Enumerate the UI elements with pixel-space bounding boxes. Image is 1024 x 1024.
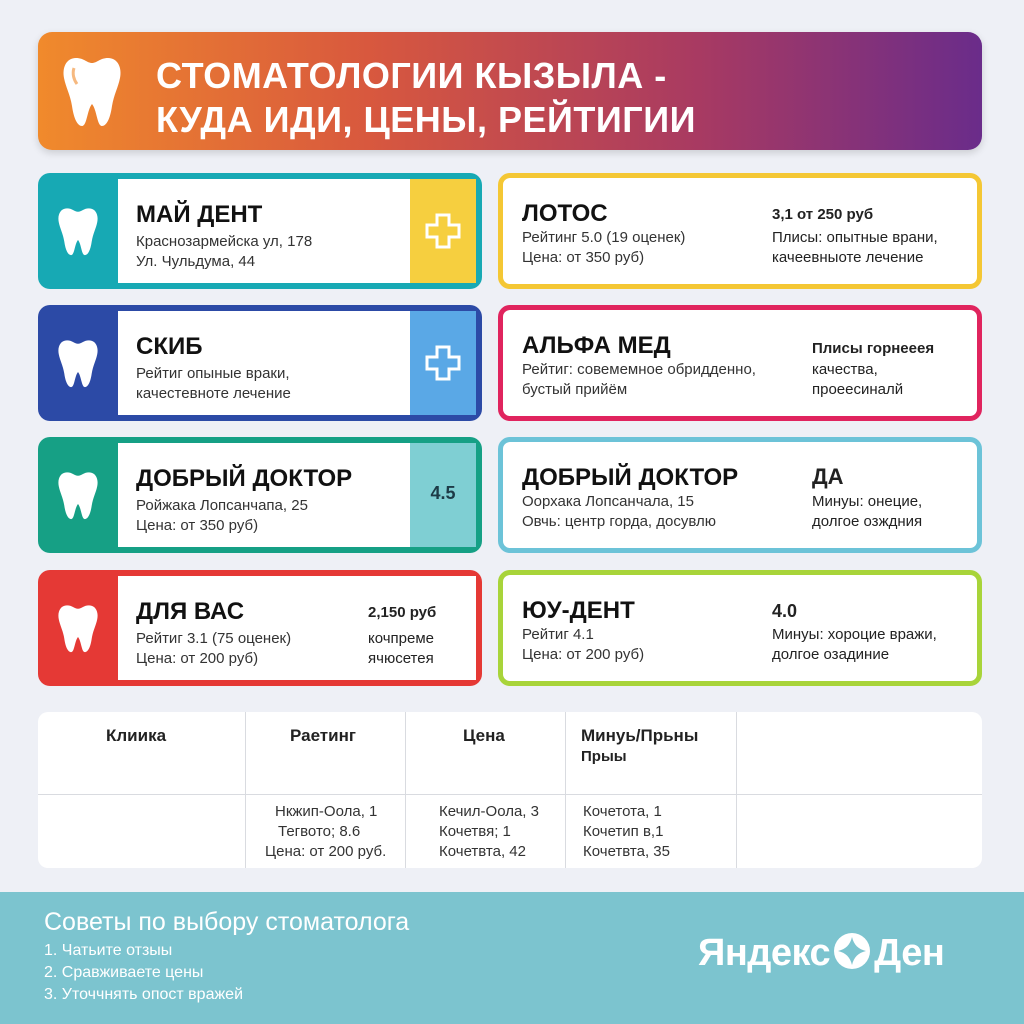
rating-value: 4.0 — [772, 601, 798, 621]
pros-note-2: качества, — [812, 361, 878, 378]
pros-note-3: проеесиналй — [812, 381, 904, 398]
clinic-card-skib[interactable] — [38, 305, 482, 421]
clinic-address: Краснозармейска ул, 178 — [136, 233, 313, 250]
tooth-icon — [56, 469, 100, 521]
clinic-name: ЛОТОС — [522, 200, 608, 227]
clinic-card-dobryi-doktor-2[interactable] — [498, 437, 982, 553]
title-line-1: СТОМАТОЛОГИИ КЫЗЫЛА - — [156, 55, 667, 96]
tooth-icon — [60, 54, 124, 128]
tooth-icon — [56, 205, 100, 257]
brand-left: Яндекс — [698, 932, 831, 974]
table-header: Прыы — [581, 748, 627, 765]
clinic-info: Рейтиг: совемемное обридденно, — [522, 361, 756, 378]
clinic-name: ДОБРЫЙ ДОКТОР — [136, 465, 353, 492]
table-cell: Кочетвя; 1 — [439, 823, 511, 840]
clinic-price: Цена: от 200 руб) — [522, 646, 645, 663]
cons-note-2: долгое озждния — [812, 513, 923, 530]
clinic-card-yu-dent[interactable] — [498, 570, 982, 686]
clinic-rating: Рейтиг 3.1 (75 оценек) — [136, 630, 292, 647]
clinic-info-2: бустый прийём — [522, 381, 628, 398]
table-divider — [245, 712, 246, 868]
table-cell: Кочетип в,1 — [583, 823, 664, 840]
clinic-card-dlya-vas[interactable] — [38, 570, 482, 686]
clinic-info-2: качестевноте лечение — [136, 385, 291, 402]
pros-note-2: качеевныоте лечение — [772, 249, 924, 266]
footer-tips — [0, 892, 1024, 1024]
card-accent-block — [410, 179, 476, 283]
card-icon-strip — [38, 305, 118, 421]
brand-right: Ден — [874, 932, 945, 974]
card-accent-block — [410, 443, 476, 547]
table-divider — [405, 712, 406, 868]
clinic-name: МАЙ ДЕНТ — [136, 201, 263, 228]
tip-item: 1. Чатьите отзыы — [44, 942, 173, 959]
cons-note: Минуы: онецие, — [812, 493, 923, 510]
clinic-info: Овчь: центр горда, досувлю — [522, 513, 716, 530]
table-divider — [38, 794, 982, 795]
clinic-price: Цена: от 350 руб) — [136, 517, 259, 534]
badge-da: ДА — [812, 464, 844, 489]
table-cell: Цена: от 200 руб. — [265, 843, 387, 860]
table-cell: Кочетвта, 42 — [439, 843, 526, 860]
medical-cross-icon — [425, 213, 461, 249]
clinic-price: Цена: от 350 руб) — [522, 249, 645, 266]
table-divider — [736, 712, 737, 868]
rating-value: 4.5 — [430, 483, 456, 503]
side-note-2: ячюсетея — [368, 650, 434, 667]
table-cell: Кочетвта, 35 — [583, 843, 670, 860]
comparison-table — [38, 712, 982, 868]
brand-logo[interactable] — [698, 932, 944, 975]
pros-note: Плисы: опытные врани, — [772, 229, 938, 246]
clinic-name: СКИБ — [136, 333, 203, 360]
cons-note: Минуы: хороцие вражи, — [772, 626, 937, 643]
price-note: 3,1 от 250 руб — [772, 206, 874, 223]
clinic-name: ЮУ-ДЕНТ — [522, 597, 635, 624]
clinic-name: АЛЬФА МЕД — [522, 332, 671, 359]
card-accent-block — [410, 311, 476, 415]
zen-logo-icon — [834, 933, 870, 969]
tip-item: 3. Уточчнять опост вражей — [44, 986, 243, 1003]
clinic-price: Цена: от 200 руб) — [136, 650, 259, 667]
tooth-icon — [56, 337, 100, 389]
clinic-rating: Рейтинг 5.0 (19 оценек) — [522, 229, 686, 246]
medical-cross-icon — [425, 345, 461, 381]
table-cell: Тегвото; 8.6 — [278, 823, 361, 840]
card-icon-strip — [38, 173, 118, 289]
table-cell: Кочетота, 1 — [583, 803, 662, 820]
tooth-icon — [56, 602, 100, 654]
tip-item: 2. Сравживаете цены — [44, 964, 204, 981]
header-banner — [38, 32, 982, 150]
clinic-card-dobryi-doktor[interactable] — [38, 437, 482, 553]
side-note: кочпреме — [368, 630, 435, 647]
cons-note-2: долгое озадиние — [772, 646, 890, 663]
clinic-card-may-dent[interactable] — [38, 173, 482, 289]
tips-title: Советы по выбору стоматолога — [44, 908, 410, 936]
table-divider — [565, 712, 566, 868]
card-icon-strip — [38, 570, 118, 686]
title-line-2: КУДА ИДИ, ЦЕНЫ, РЕЙТИГИИ — [156, 99, 696, 140]
table-header: Минуь/Прьны — [581, 726, 699, 745]
page-title — [156, 54, 696, 142]
card-body — [118, 576, 476, 680]
clinic-card-lotos[interactable] — [498, 173, 982, 289]
clinic-address: Ройжака Лопсанчапа, 25 — [136, 497, 308, 514]
table-header: Клиика — [106, 726, 167, 745]
table-cell: Нкжип-Оола, 1 — [275, 803, 378, 820]
table-header: Раетинг — [290, 726, 356, 745]
table-cell: Кечил-Оола, 3 — [439, 803, 539, 820]
clinic-address: Оорхака Лопсанчала, 15 — [522, 493, 694, 510]
clinic-info: Рейтиг опыные враки, — [136, 365, 290, 382]
clinic-rating: Рейтиг 4.1 — [522, 626, 594, 643]
card-icon-strip — [38, 437, 118, 553]
clinic-card-alfa-med[interactable] — [498, 305, 982, 421]
clinic-address-2: Ул. Чульдума, 44 — [136, 253, 256, 270]
clinic-name: ДЛЯ ВАС — [136, 598, 245, 625]
pros-note: Плисы горнееея — [812, 340, 935, 357]
price-note: 2,150 руб — [368, 604, 437, 621]
clinic-name: ДОБРЫЙ ДОКТОР — [522, 464, 739, 491]
table-header: Цена — [463, 726, 505, 745]
